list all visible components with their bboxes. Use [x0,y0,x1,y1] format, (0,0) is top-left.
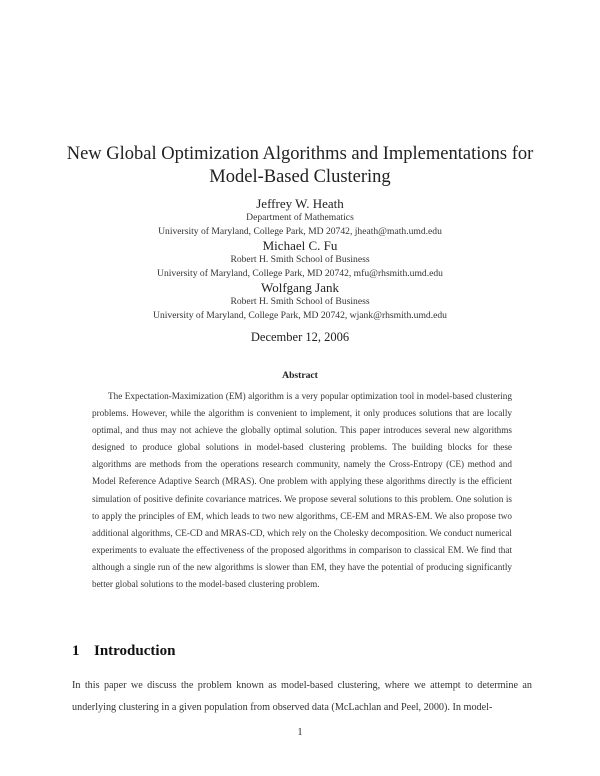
title-line-2: Model-Based Clustering [209,167,391,187]
author-address: University of Maryland, College Park, MD 20742, jheath@math.umd.edu [158,225,442,237]
section-number: 1 [72,643,80,659]
abstract-text: The Expectation-Maximization (EM) algorithm is a very popular optimization tool in model-based clustering problems. However, while the algorithm is convenient to implement, it only produces solutions that are locally optimal, and thus may not achieve the globally optimal solution. This paper introduces several new algorithms designed to produce global solutions in model-based clustering problems. The building blocks for these algorithms are methods from the operations research community, namely the Cross-Entropy (CE) method and Model Reference Adaptive Search (MRAS). One problem with applying these algorithms directly is the efficient simulation of positive definite covariance matrices. We propose several solutions to this problem. One solution is to apply the principles of EM, which leads to two new algorithms, CE-EM and MRAS-EM. We also propose two additional algorithms, CE-CD and MRAS-CD, which rely on the Cholesky decomposition. We conduct numerical experiments to evaluate the effectiveness of the proposed algorithms in comparison to classical EM. We find that although a single run of the new algorithms is slower than EM, they have the potential of producing significantly better global solutions to the model-based clustering problem. [92,391,512,590]
author-affiliation: Department of Mathematics [246,212,354,223]
author-name: Jeffrey W. Heath [256,196,344,211]
author-affiliation: Robert H. Smith School of Business [230,254,370,265]
author-name: Wolfgang Jank [260,280,340,295]
author-1 [40,196,560,238]
author-affiliation: Robert H. Smith School of Business [230,296,370,307]
abstract-heading: Abstract [282,370,318,381]
paper-date: December 12, 2006 [250,330,350,344]
author-address: University of Maryland, College Park, MD 20742, wjank@rhsmith.umd.edu [153,309,447,321]
author-3 [40,280,560,322]
author-name: Michael C. Fu [262,238,338,253]
section-title: Introduction [94,643,176,659]
section-heading [72,643,175,660]
paper-title [40,143,560,189]
author-address: University of Maryland, College Park, MD 20742, mfu@rhsmith.umd.edu [157,267,443,279]
author-block [40,196,560,322]
author-2 [40,238,560,280]
page-number: 1 [297,727,303,738]
introduction-text: In this paper we discuss the problem known as model-based clustering, where we attempt to determine an underlying clustering in a given population from observed data (McLachlan and Peel, 2000). In model- [72,680,532,713]
title-line-1: New Global Optimization Algorithms and Implementations for [66,144,534,164]
